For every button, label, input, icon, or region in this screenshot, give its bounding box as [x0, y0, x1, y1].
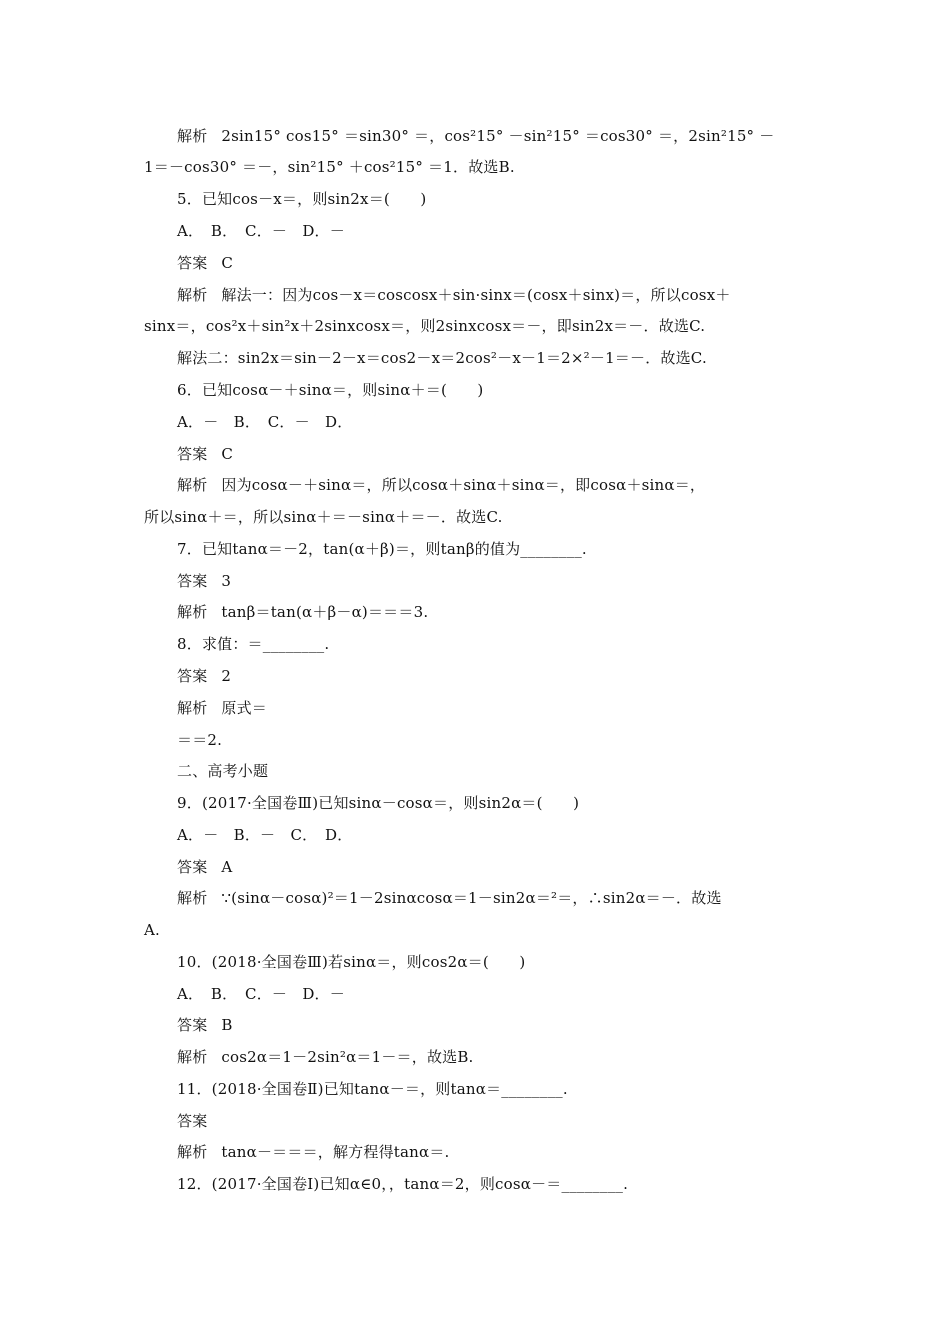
line-text: 所以sinα＋＝，所以sinα＋＝－sinα＋＝－．故选C. [144, 508, 503, 526]
text-line [177, 1047, 474, 1067]
question-line [177, 952, 525, 972]
question-line [177, 1079, 568, 1099]
answer-line [177, 1111, 221, 1131]
line-text: A [221, 858, 233, 876]
line-text: A. [144, 921, 161, 939]
line-label: 答案 [177, 572, 208, 590]
text-line [177, 126, 774, 146]
line-text: A． B． C．－ D．－ [177, 222, 345, 240]
line-text: 11．(2018·全国卷Ⅱ)已知tanα－＝，则tanα＝________. [177, 1080, 568, 1098]
text-line [177, 888, 722, 908]
line-text: 12．(2017·全国卷Ⅰ)已知α∈0，，tanα＝2，则cosα－＝________. [177, 1175, 629, 1193]
line-text: 原式＝ [221, 699, 268, 717]
line-text: 二、高考小题 [177, 762, 269, 780]
line-label: 解析 [177, 286, 208, 304]
line-text: C [221, 445, 234, 463]
answer-line [177, 666, 231, 686]
text-line [144, 157, 515, 177]
question-line [177, 380, 483, 400]
line-text: 因为cosα－＋sinα＝，所以cosα＋sinα＋sinα＝，即cosα＋sinα＝， [221, 476, 706, 494]
line-text: cos2α＝1－2sin²α＝1－＝，故选B. [221, 1048, 474, 1066]
line-text: 解法二：sin2x＝sin－2－x＝cos2－x＝2cos²－x－1＝2×²－1＝－．故选C. [177, 349, 707, 367]
question-line [177, 634, 329, 654]
question-line [177, 189, 426, 209]
line-label: 解析 [177, 603, 208, 621]
line-text: C [221, 254, 234, 272]
answer-line [177, 253, 233, 273]
text-line [177, 602, 428, 622]
line-label: 解析 [177, 699, 208, 717]
line-text: 9．(2017·全国卷Ⅲ)已知sinα－cosα＝，则sin2α＝( ) [177, 794, 580, 812]
line-text: tanβ＝tan(α＋β－α)＝＝＝3. [221, 603, 429, 621]
question-line [177, 1174, 628, 1194]
line-label: 答案 [177, 254, 208, 272]
question-line [177, 793, 579, 813]
line-text: 解法一：因为cos－x＝coscosx＋sin·sinx＝(cosx＋sinx)＝，所以cosx＋ [221, 286, 731, 304]
text-line [177, 285, 731, 305]
line-text: 2 [221, 667, 232, 685]
answer-line [177, 857, 232, 877]
options-line [177, 984, 345, 1004]
text-line [177, 475, 705, 495]
line-text: 8．求值：＝________. [177, 635, 330, 653]
line-text: sinx＝，cos²x＋sin²x＋2sinxcosx＝，则2sinxcosx＝－，即sin2x＝－．故选C. [144, 317, 706, 335]
text-line [144, 316, 705, 336]
line-label: 解析 [177, 889, 208, 907]
line-text: A．－ B．－ C． D． [177, 826, 353, 844]
line-label: 解析 [177, 1048, 208, 1066]
line-label: 答案 [177, 445, 208, 463]
line-label: 答案 [177, 1016, 208, 1034]
line-label: 答案 [177, 858, 208, 876]
line-text: 2sin15° cos15° ＝sin30° ＝，cos²15° －sin²15° ＝cos30° ＝，2sin²15° － [221, 127, 775, 145]
line-text: B [221, 1016, 233, 1034]
text-line [144, 507, 503, 527]
line-text: 1＝－cos30° ＝－，sin²15° ＋cos²15° ＝1．故选B. [144, 158, 515, 176]
line-text: 6．已知cosα－＋sinα＝，则sinα＋＝( ) [177, 381, 484, 399]
line-label: 答案 [177, 667, 208, 685]
line-label: 解析 [177, 127, 208, 145]
options-line [177, 825, 352, 845]
options-line [177, 221, 345, 241]
line-text: ∵(sinα－cosα)²＝1－2sinαcosα＝1－sin2α＝²＝，∴sin2α＝－．故选 [221, 889, 722, 907]
text-line [177, 348, 707, 368]
text-line [177, 730, 222, 750]
question-line [177, 539, 587, 559]
line-label: 解析 [177, 1143, 208, 1161]
line-text: ＝＝2. [177, 731, 223, 749]
answer-line [177, 571, 231, 591]
line-text: A． B． C．－ D．－ [177, 985, 345, 1003]
line-label: 答案 [177, 1112, 208, 1130]
line-label: 解析 [177, 476, 208, 494]
text-line [177, 698, 267, 718]
answer-line [177, 1015, 233, 1035]
line-text: 10．(2018·全国卷Ⅲ)若sinα＝，则cos2α＝( ) [177, 953, 526, 971]
line-text: tanα－＝＝＝，解方程得tanα＝. [221, 1143, 450, 1161]
text-line [144, 920, 160, 940]
section-heading [177, 761, 268, 781]
line-text: 3 [221, 572, 232, 590]
line-text: 5．已知cos－x＝，则sin2x＝( ) [177, 190, 427, 208]
text-line [177, 1142, 450, 1162]
answer-line [177, 444, 233, 464]
options-line [177, 412, 352, 432]
line-text: 7．已知tanα＝－2，tan(α＋β)＝，则tanβ的值为________. [177, 540, 587, 558]
line-text: A．－ B． C．－ D． [177, 413, 353, 431]
